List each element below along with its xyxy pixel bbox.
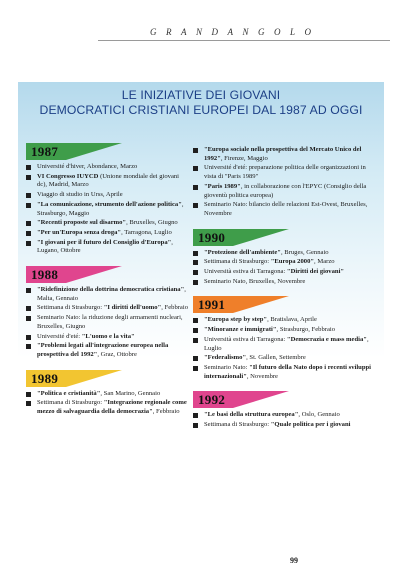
event-detail: Seminario Nato, Bruxelles, Novembre bbox=[204, 277, 306, 285]
event-title: "Europa 2000" bbox=[270, 258, 315, 266]
event-item bbox=[26, 399, 190, 416]
event-list bbox=[193, 411, 371, 429]
page-title bbox=[18, 88, 384, 118]
event-detail: Université d'eté: bbox=[37, 332, 82, 340]
event-detail: Viaggio di studio in Urss, Aprile bbox=[37, 191, 123, 199]
square-bullet-icon bbox=[26, 193, 31, 198]
section-1989 bbox=[26, 370, 190, 417]
year-heading bbox=[26, 266, 190, 283]
event-detail: Settimana di Strasburgo: bbox=[37, 399, 104, 407]
square-bullet-icon bbox=[26, 344, 31, 349]
event-detail: , Febbraio bbox=[152, 408, 180, 416]
section-1989-continued bbox=[193, 146, 371, 219]
event-item bbox=[193, 411, 371, 420]
year-label: 1987 bbox=[31, 144, 59, 159]
event-item bbox=[193, 268, 371, 277]
year-heading bbox=[193, 229, 371, 246]
square-bullet-icon bbox=[193, 260, 198, 265]
event-title: "Recenti proposte sul disarmo" bbox=[37, 219, 127, 227]
event-detail: , Luglio bbox=[204, 335, 369, 352]
event-detail: Seminario Nato: la riduzione degli armamenti nucleari, Bruxelles, Giugno bbox=[37, 314, 183, 330]
event-item bbox=[26, 286, 190, 303]
year-heading bbox=[26, 370, 190, 387]
event-detail: , Oslo, Gennaio bbox=[298, 411, 340, 419]
square-bullet-icon bbox=[193, 356, 198, 361]
event-title: "Le basi della struttura europea" bbox=[204, 411, 299, 419]
event-item bbox=[193, 421, 371, 430]
square-bullet-icon bbox=[26, 175, 31, 180]
year-label: 1992 bbox=[198, 392, 226, 408]
event-title: "Minoranze e immigrati" bbox=[204, 326, 277, 334]
square-bullet-icon bbox=[193, 338, 198, 343]
event-detail: Settimana di Strasburgo: bbox=[204, 258, 271, 266]
event-item bbox=[193, 316, 371, 325]
page-number: 99 bbox=[290, 556, 298, 565]
event-detail: , Febbraio bbox=[161, 304, 188, 312]
event-detail: , Novembre bbox=[246, 372, 278, 380]
event-item bbox=[26, 191, 190, 200]
year-label: 1988 bbox=[31, 267, 59, 283]
event-item bbox=[193, 278, 371, 287]
year-label: 1991 bbox=[198, 297, 226, 313]
event-list bbox=[26, 286, 190, 360]
section-1988 bbox=[26, 266, 190, 360]
event-detail: Seminario Nato: bbox=[204, 363, 250, 371]
event-detail: Université d'eté: preparazione politica delle organizzazioni in vista di "Paris 1989" bbox=[204, 164, 366, 181]
event-title: "Protezione dell'ambiente" bbox=[204, 248, 281, 256]
event-detail: , Strasburgo, Febbraio bbox=[276, 326, 335, 334]
event-title: "I giovani per il futuro del Consiglio d'Europa" bbox=[37, 238, 172, 246]
square-bullet-icon bbox=[26, 241, 31, 246]
event-item bbox=[193, 336, 371, 353]
square-bullet-icon bbox=[193, 185, 198, 190]
event-detail: (Unione mondiale dei giovani dc), Madrid, Marzo bbox=[37, 172, 180, 189]
event-item bbox=[26, 304, 190, 313]
year-heading bbox=[193, 391, 371, 408]
event-title: "Per un'Europa senza droga" bbox=[37, 228, 122, 236]
event-list bbox=[193, 316, 371, 381]
year-label: 1990 bbox=[198, 229, 226, 245]
event-title: "Europa sociale nella prospettiva del Mercato Unico del 1992" bbox=[204, 146, 362, 162]
event-detail: Settimana di Strasburgo: bbox=[204, 421, 271, 429]
event-title: "Paris 1989" bbox=[204, 182, 241, 190]
square-bullet-icon bbox=[26, 288, 31, 293]
square-bullet-icon bbox=[193, 318, 198, 323]
square-bullet-icon bbox=[26, 392, 31, 397]
event-title: "I diritti dell'uomo" bbox=[103, 304, 162, 312]
event-detail: , Marzo bbox=[314, 258, 335, 266]
title-line-1: LE INIZIATIVE DEI GIOVANI bbox=[121, 88, 281, 102]
square-bullet-icon bbox=[193, 166, 198, 171]
event-detail: , St. Gallen, Settembre bbox=[246, 354, 306, 362]
event-detail: Settimana di Strasburgo: bbox=[37, 304, 104, 312]
event-item bbox=[193, 183, 371, 200]
event-detail: , in collaborazione con l'EPYC (Consiglio della gioventù politica europea) bbox=[204, 182, 367, 199]
event-title: "Ridefinizione della dottrina democratica cristiana" bbox=[37, 286, 185, 294]
square-bullet-icon bbox=[193, 203, 198, 208]
year-heading bbox=[193, 296, 371, 313]
event-item bbox=[26, 229, 190, 238]
event-detail: , Tarragona, Luglio bbox=[121, 228, 172, 236]
event-item bbox=[193, 326, 371, 335]
event-detail: , Lugano, Ottobre bbox=[37, 238, 173, 255]
square-bullet-icon bbox=[26, 316, 31, 321]
event-detail: , Graz, Ottobre bbox=[97, 350, 137, 358]
event-title: "Problemi legati all'integrazione europea nella prospettiva del 1992" bbox=[37, 342, 169, 358]
event-detail: , Bruges, Gennaio bbox=[280, 248, 329, 256]
event-detail: , Malta, Gennaio bbox=[37, 286, 186, 302]
event-item bbox=[26, 314, 190, 331]
event-title: VI Congresso IUYCD bbox=[37, 172, 99, 180]
event-item bbox=[193, 258, 371, 267]
title-line-2: DEMOCRATICI CRISTIANI EUROPEI DAL 1987 AD OGGI bbox=[39, 103, 363, 117]
year-label: 1989 bbox=[31, 370, 59, 386]
event-title: "Politica e cristianità" bbox=[37, 389, 101, 397]
event-detail: Seminario Nato: bilancio delle relazioni Est-Ovest, Bruxelles, Novembre bbox=[204, 201, 368, 217]
event-title: "L'uomo e la vita" bbox=[81, 332, 135, 340]
event-detail: , San Marino, Gennaio bbox=[100, 389, 161, 397]
section-1992 bbox=[193, 391, 371, 429]
square-bullet-icon bbox=[193, 328, 198, 333]
square-bullet-icon bbox=[193, 366, 198, 371]
event-detail: Università estiva di Tarragona: bbox=[204, 268, 287, 276]
header-rule bbox=[98, 40, 390, 41]
section-1987 bbox=[26, 143, 190, 256]
square-bullet-icon bbox=[193, 270, 198, 275]
event-detail: , Strasburgo, Maggio bbox=[37, 200, 184, 217]
square-bullet-icon bbox=[26, 221, 31, 226]
left-column bbox=[26, 143, 190, 427]
event-detail: Università estiva di Tarragona: bbox=[204, 335, 287, 343]
event-title: "Europa step by step" bbox=[204, 316, 268, 324]
section-1990 bbox=[193, 229, 371, 287]
event-title: "Quale politica per i giovani bbox=[270, 421, 351, 429]
event-item bbox=[26, 342, 190, 359]
square-bullet-icon bbox=[26, 401, 31, 406]
square-bullet-icon bbox=[193, 413, 198, 418]
event-item bbox=[26, 239, 190, 256]
event-title: "La comunicazione, strumento dell'azione politica" bbox=[37, 200, 182, 208]
square-bullet-icon bbox=[26, 335, 31, 340]
event-item bbox=[193, 364, 371, 381]
event-list bbox=[26, 390, 190, 417]
square-bullet-icon bbox=[193, 423, 198, 428]
event-title: "Diritti dei giovani" bbox=[286, 268, 345, 276]
event-title: "Il futuro della Nato dopo i recenti sviluppi internazionali" bbox=[204, 363, 371, 380]
square-bullet-icon bbox=[26, 231, 31, 236]
event-item bbox=[193, 354, 371, 363]
event-item bbox=[193, 201, 371, 218]
event-item bbox=[26, 333, 190, 342]
event-item bbox=[193, 146, 371, 163]
square-bullet-icon bbox=[26, 306, 31, 311]
square-bullet-icon bbox=[193, 251, 198, 256]
event-item bbox=[193, 249, 371, 258]
event-list bbox=[26, 163, 190, 256]
section-1991 bbox=[193, 296, 371, 381]
event-title: "Integrazione regionale come mezzo di salvaguardia della democrazia" bbox=[37, 399, 187, 416]
square-bullet-icon bbox=[193, 148, 198, 153]
event-detail: , Bruxelles, Giugno bbox=[126, 219, 178, 227]
event-item bbox=[26, 390, 190, 399]
square-bullet-icon bbox=[193, 280, 198, 285]
event-item bbox=[26, 201, 190, 218]
event-title: "Democrazia e mass media" bbox=[286, 335, 367, 343]
event-list bbox=[193, 146, 371, 219]
event-item bbox=[26, 219, 190, 228]
event-item bbox=[26, 173, 190, 190]
square-bullet-icon bbox=[26, 203, 31, 208]
year-heading bbox=[26, 143, 190, 160]
square-bullet-icon bbox=[26, 165, 31, 170]
event-detail: , Firenze, Maggio bbox=[220, 154, 268, 162]
right-column bbox=[193, 146, 371, 440]
event-item bbox=[26, 163, 190, 172]
magazine-section-header: GRANDANGOLO bbox=[150, 27, 321, 37]
event-detail: , Bratislava, Aprile bbox=[267, 316, 317, 324]
event-item bbox=[193, 164, 371, 181]
event-title: "Federalismo" bbox=[204, 354, 247, 362]
event-detail: Université d'hiver, Abondance, Marzo bbox=[37, 163, 138, 170]
event-list bbox=[193, 249, 371, 287]
